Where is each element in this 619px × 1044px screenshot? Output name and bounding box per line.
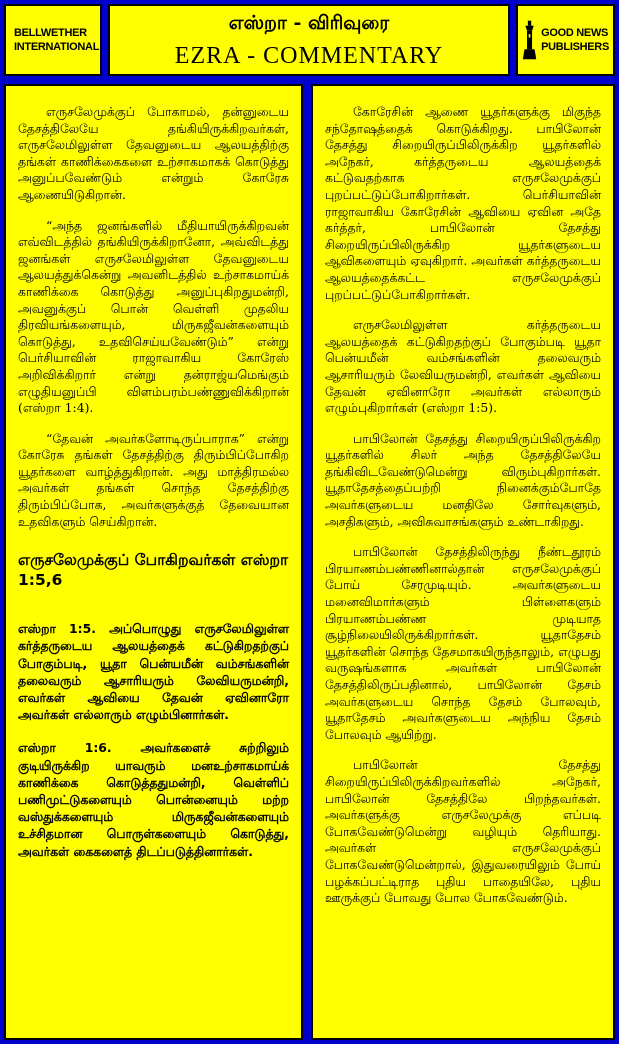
paragraph: எருசலேமுக்குப் போகாமல், தன்னுடைய தேசத்திலேயே தங்கியிருக்கிறவர்கள், எருசலேமிலுள்ள தேவனுடைய ஆலயத்திற்கு தங்கள் காணிக்கைகளை உற்சாகமாகக் கொடுத்து அனுப்பவேண்டும் என்றும் கோரேசு ஆணையிடுகிறான். <box>18 104 289 202</box>
bellwether-logo-text <box>14 26 99 54</box>
good-news-logo <box>516 4 615 76</box>
logo-line2: INTERNATIONAL <box>14 41 100 53</box>
paragraph: “அந்த ஜனங்களில் மீதியாயிருக்கிறவன் எவ்விடத்தில் தங்கியிருக்கிறானோ, அவ்விடத்து ஜனங்கள் எருசலேமிலுள்ள தேவனுடைய ஆலயத்துக்கென்று அவனிடத்தில் உற்சாகமாய்க் காணிக்கை கொடுத்து அனுப்புகிறதுமன்றி, அவனுக்குப் பொன் வெள்ளி முதலிய திரவியங்களையும், மிருகஜீவன்களையும் கொடுத்து, உதவிசெய்யவேண்டும்” என்று பெர்சியாவின் ராஜாவாகிய கோரேஸ் அறிவிக்கிறார் என்று தன்ராஜ்யமெங்கும் எழுதியனுப்பி விளம்பரம்பண்ணுவிக்கிறான் (எஸ்றா 1:4). <box>18 217 289 416</box>
paragraph: பாபிலோன் தேசத்து சிறையிருப்பிலிருக்கிற யூதர்களில் சிலர் அந்த தேசத்திலேயே தங்கிவிடவேண்டுமென்று விரும்புகிறார்கள். யூதாதேசத்தைப்பற்றி நினைக்கும்போதே அவர்களுடைய மனதிலே சோர்வுகளும், அசதிகளும், அவிசுவாசங்களும் உண்டாகிறது. <box>325 430 601 529</box>
title-box <box>108 4 510 76</box>
paragraph: பாபிலோன் தேசத்திலிருந்து நீண்டதூரம் பிரயாணம்பண்ணினால்தான் எருசலேமுக்குப் போய் சேரமுடியும். அவர்களுடைய மனைவிமார்களும் பிள்ளைகளும் பிரயாணம்பண்ண முடியாத சூழ்நிலையிலிருக்கிறார்கள். யூதாதேசம் யூதர்களின் சொந்த தேசமாகயிருந்தாலும், எழுபது வருஷங்களாக அவர்கள் பாபிலோன் தேசத்திலிருப்பதினால், பாபிலோன் தேசம் அவர்களுடைய சொந்த தேசம் போலவும், யூதாதேசம் அவர்களுடைய அந்நிய தேசம் போலவும் ஆயிற்று. <box>325 544 601 742</box>
page-header <box>0 0 619 80</box>
page-title-english: EZRA - COMMENTARY <box>174 43 444 69</box>
right-column <box>311 84 615 1040</box>
logo-line2: PUBLISHERS <box>541 41 609 53</box>
scripture-verse: எஸ்றா 1:6. அவர்களைச் சுற்றிலும் குடியிருக்கிற யாவரும் மனஉற்சாகமாய்க் காணிக்கை கொடுத்ததுமன்றி, வெள்ளிப் பணிமுட்டுகளையும் பொன்னையும் மற்ற வஸ்துக்களையும் மிருகஜீவன்களையும் உச்சிதமான பொருள்களையும் கொடுத்து, அவர்கள் கைகளைத் திடப்படுத்தினார்கள். <box>18 740 289 859</box>
left-column <box>4 84 303 1040</box>
good-news-logo-text <box>541 26 609 54</box>
logo-line1: GOOD NEWS <box>541 27 609 39</box>
logo-line1: BELLWETHER <box>14 27 87 39</box>
paragraph: “தேவன் அவர்களோடிருப்பாராக” என்று கோரேசு தங்கள் தேசத்திற்கு திரும்பிப்போகிற யூதர்களை வாழ்த்துகிறான். அது மாத்திரமல்ல அவர்கள் தங்கள் சொந்த தேசத்திற்கு திரும்பிப்போக, அவர்களுக்குத் தேவையான உதவிகளும் செய்கிறான். <box>18 430 289 529</box>
bellwether-logo <box>4 4 102 76</box>
good-news-tower-icon <box>522 15 537 65</box>
section-heading: எருசலேமுக்குப் போகிறவர்கள் எஸ்றா 1:5,6 <box>18 551 289 590</box>
paragraph: கோரேசின் ஆணை யூதர்களுக்கு மிகுந்த சந்தோஷத்தைக் கொடுக்கிறது. பாபிலோன் தேசத்து சிறையிருப்பிலிருக்கிற யூதர்களில் அநேகர், கர்த்தருடைய ஆலயத்தைக் கட்டுவதற்காக எருசலேமுக்குப் புறப்பட்டுப்போகிறார்கள். பெர்சியாவின் ராஜாவாகிய கோரேசின் ஆவியை ஏவின அதே கர்த்தர், பாபிலோன் தேசத்து சிறையிருப்பிலிருக்கிற யூதர்களுடைய ஆவிகளையும் ஏவுகிறார். அவர்கள் கர்த்தருடைய ஆலயத்தைக்கட்ட எருசலேமுக்குப் புறப்பட்டுப்போகிறார்கள். <box>325 104 601 302</box>
page-title-tamil: எஸ்றா - விரிவுரை <box>228 12 390 34</box>
scripture-verse: எஸ்றா 1:5. அப்பொழுது எருசலேமிலுள்ள கர்த்தருடைய ஆலயத்தைக் கட்டுகிறதற்குப் போகும்படி, யூதா பென்யமீன் வம்சங்களின் தலைவரும் ஆசாரியரும் லேவியருமன்றி, எவர்கள் ஆவியை தேவன் ஏவினாரோ அவர்கள் எல்லாரும் எழும்பினார்கள். <box>18 621 289 723</box>
paragraph: எருசலேமிலுள்ள கர்த்தருடைய ஆலயத்தைக் கட்டுகிறதற்குப் போகும்படி யூதா பென்யமீன் வம்சங்களின் தலைவரும் ஆசாரியரும் லேவியருமன்றி, எவர்கள் ஆவியை தேவன் ஏவினாரோ அவர்கள் எல்லாரும் எழும்புகிறார்கள் (எஸ்றா 1:5). <box>325 317 601 416</box>
paragraph: பாபிலோன் தேசத்து சிறையிருப்பிலிருக்கிறவர்களில் அநேகர், பாபிலோன் தேசத்திலே பிறந்தவர்கள். அவர்களுக்கு எருசலேமுக்கு எப்படி போகவேண்டுமென்று வழியும் தெரியாது. அவர்கள் எருசலேமுக்குப் போகவேண்டுமென்றால், இதுவரையிலும் போய் பழக்கப்பட்டிராத புதிய பாதையிலே, புதிய ஊருக்குப் போவது போல போகவேண்டும். <box>325 757 601 906</box>
